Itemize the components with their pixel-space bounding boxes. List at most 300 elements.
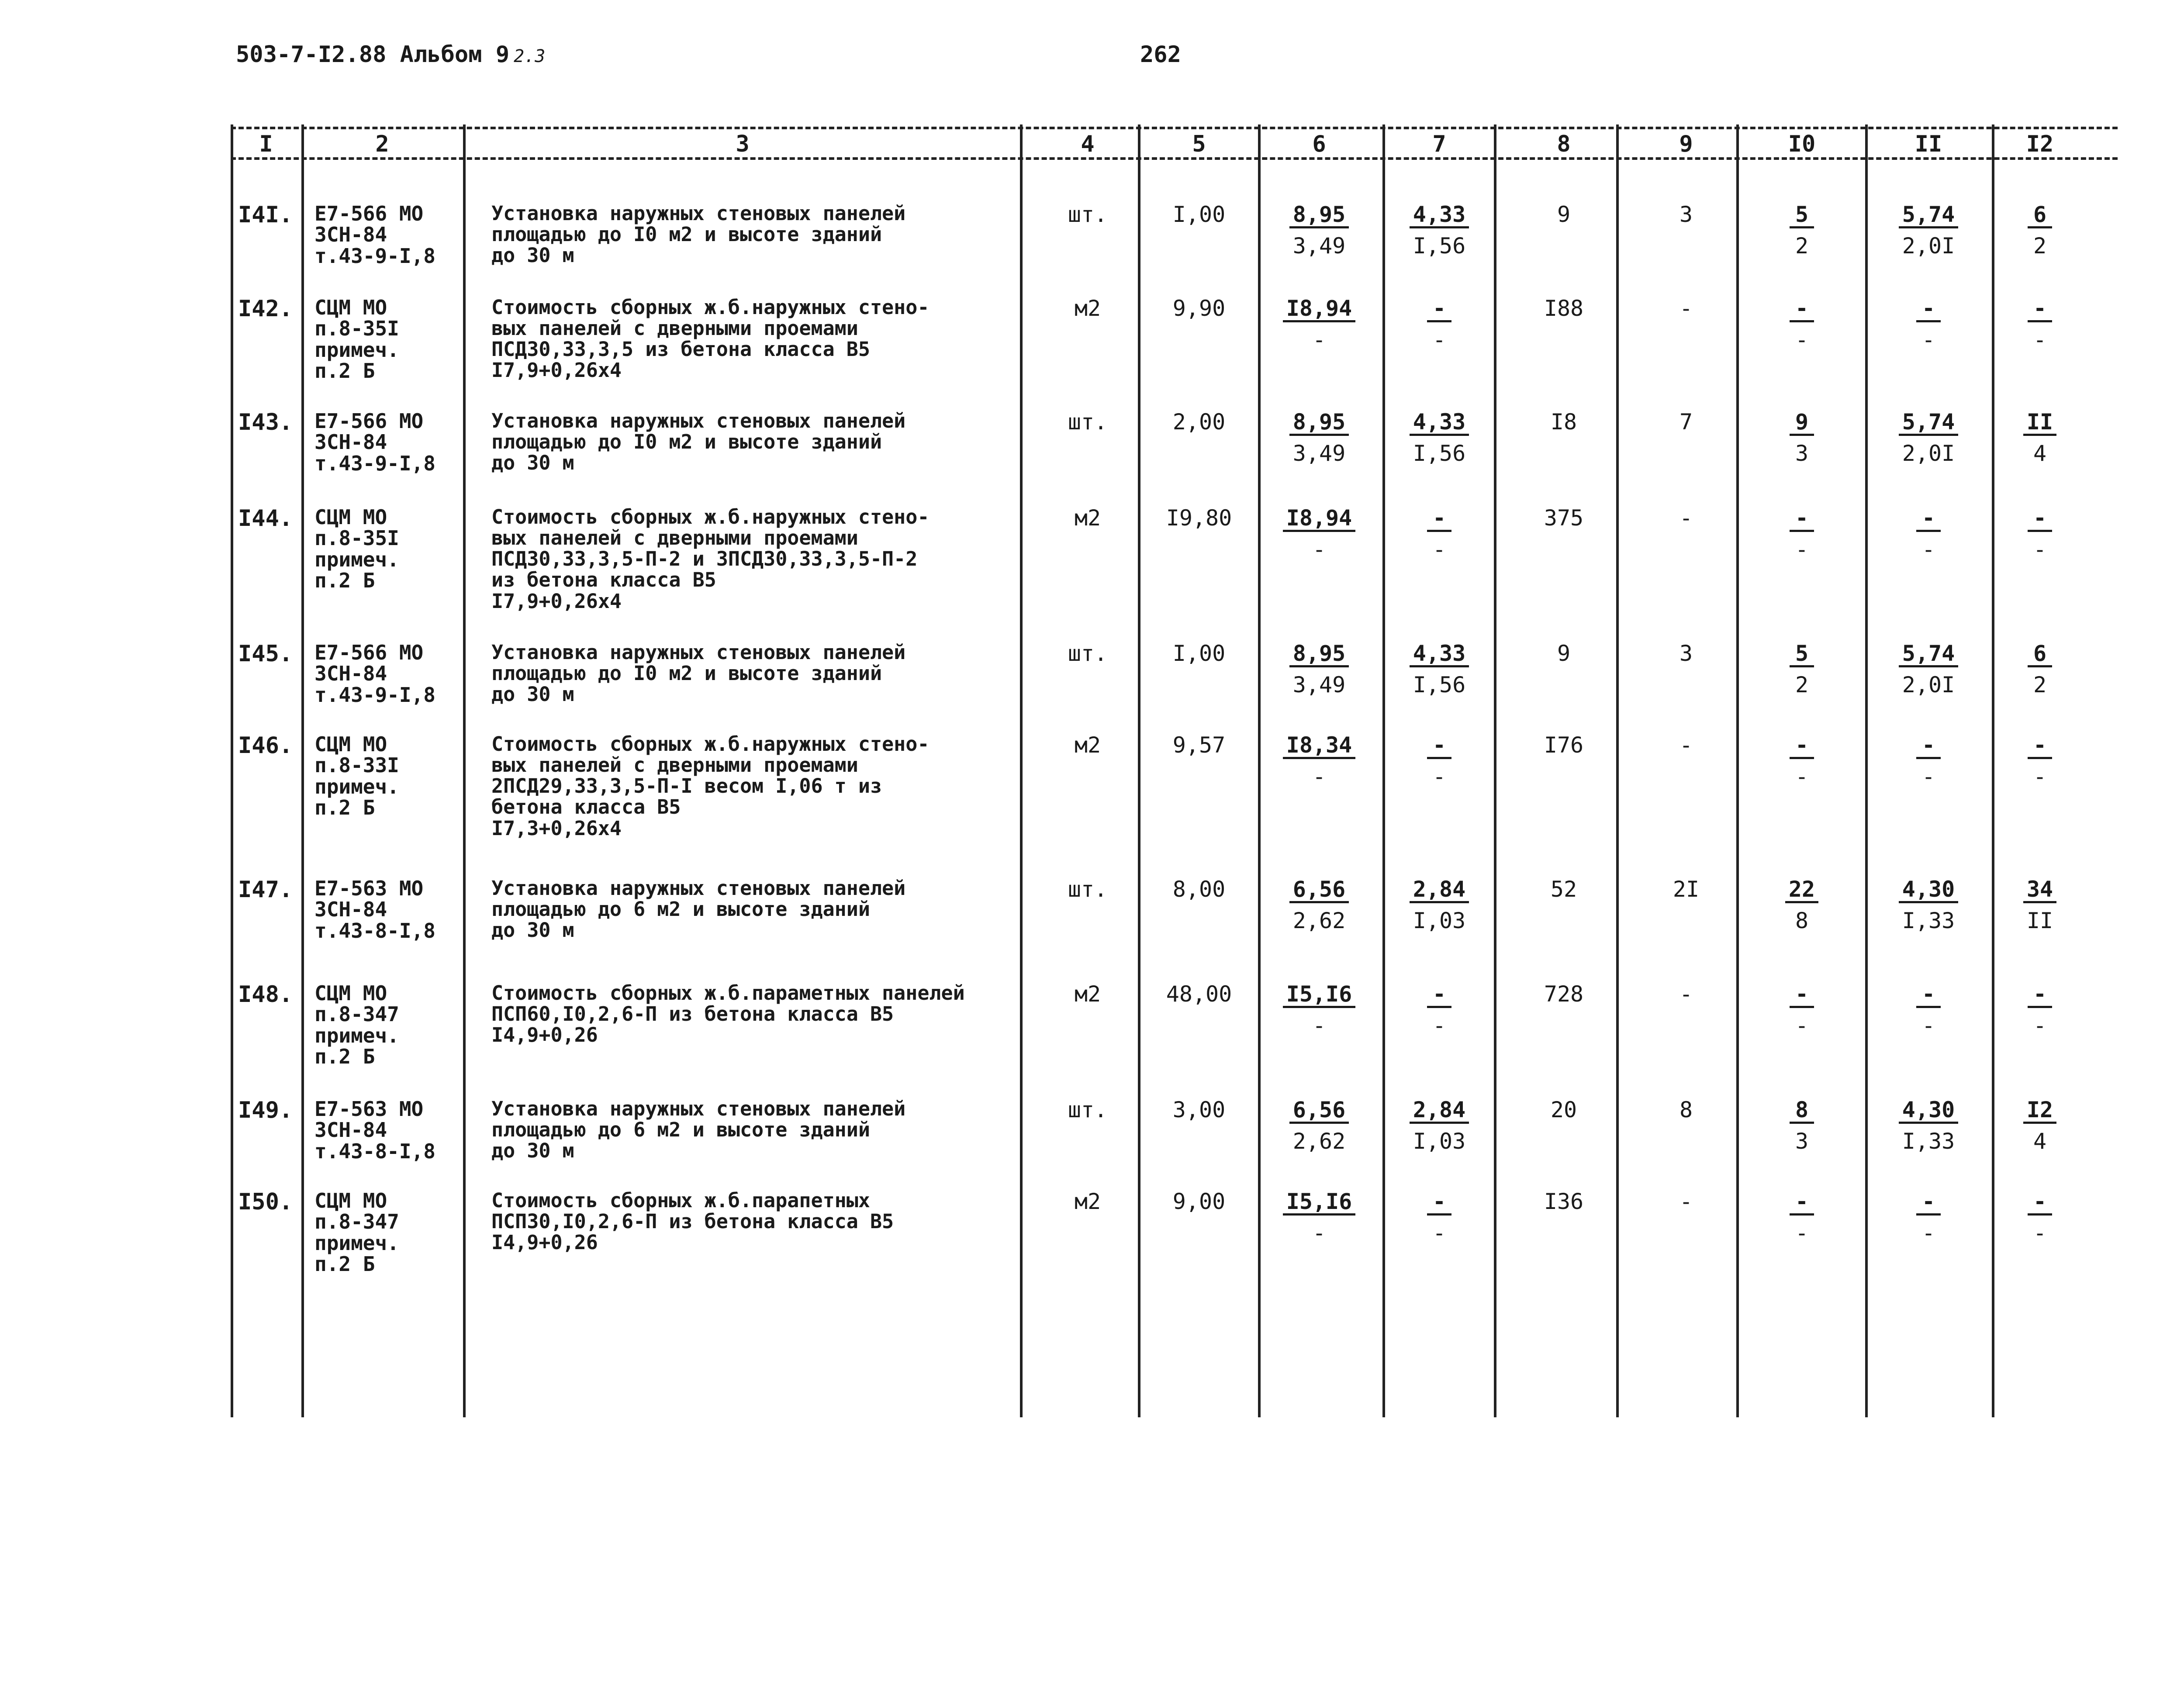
description-line: ПСП60,I0,2,6-П из бетона класса В5 bbox=[491, 1002, 894, 1026]
description-line: I4,9+0,26 bbox=[491, 1231, 598, 1254]
labor-total bbox=[1990, 297, 2090, 351]
norm-code bbox=[314, 642, 435, 705]
description-line: I4,9+0,26 bbox=[491, 1023, 598, 1047]
norm-code-line: п.8-347 bbox=[314, 1210, 399, 1234]
description-line: до 30 м bbox=[491, 244, 574, 267]
fraction-denominator: - bbox=[1432, 327, 1446, 352]
work-description bbox=[491, 983, 965, 1046]
unit-cost bbox=[1269, 642, 1369, 696]
unit-wages bbox=[1389, 203, 1489, 257]
fraction-denominator: I,33 bbox=[1902, 1128, 1955, 1154]
fraction-denominator: - bbox=[1921, 327, 1935, 352]
total-wages: - bbox=[1679, 296, 1693, 321]
fraction-numerator: 9 bbox=[1790, 411, 1814, 436]
fraction-denominator: 2,62 bbox=[1292, 908, 1346, 933]
total-cost: I76 bbox=[1544, 732, 1584, 758]
fraction-numerator: - bbox=[2028, 1190, 2052, 1216]
labor-total bbox=[1990, 983, 2090, 1037]
fraction-denominator: I,03 bbox=[1413, 1128, 1466, 1154]
fraction-numerator: 5 bbox=[1790, 642, 1814, 667]
fraction-denominator: I,56 bbox=[1413, 440, 1466, 466]
unit-wages bbox=[1389, 297, 1489, 351]
norm-code-line: СЦМ МО bbox=[314, 732, 387, 756]
labor-per-unit bbox=[1878, 507, 1979, 561]
description-line: до 30 м bbox=[491, 1139, 574, 1163]
fraction-numerator: - bbox=[1790, 507, 1814, 532]
norm-code-line: ЗСН-84 bbox=[314, 662, 387, 686]
row-number: I46. bbox=[238, 732, 293, 759]
unit: шт. bbox=[1068, 202, 1108, 227]
column-divider bbox=[1138, 124, 1140, 1417]
total-wages: 2I bbox=[1673, 877, 1700, 902]
unit-cost bbox=[1269, 507, 1369, 561]
header-rule bbox=[231, 127, 2118, 129]
description-line: Стоимость сборных ж.б.наружных стено- bbox=[491, 505, 930, 528]
fraction-numerator: - bbox=[1790, 1190, 1814, 1216]
fraction-numerator: - bbox=[1916, 507, 1941, 532]
quantity: 2,00 bbox=[1172, 409, 1226, 435]
labor-total bbox=[1990, 1190, 2090, 1244]
fraction-denominator: - bbox=[2033, 1220, 2047, 1246]
unit-wages bbox=[1389, 1098, 1489, 1153]
description-line: I7,3+0,26х4 bbox=[491, 816, 622, 840]
total-cost: 52 bbox=[1550, 877, 1577, 902]
description-line: бетона класса В5 bbox=[491, 795, 681, 819]
fraction-denominator: - bbox=[1921, 1012, 1935, 1038]
fraction-numerator: 5,74 bbox=[1899, 203, 1958, 228]
unit-wages bbox=[1389, 411, 1489, 465]
description-line: Стоимость сборных ж.б.парапетных bbox=[491, 1189, 870, 1212]
row-number: I43. bbox=[238, 409, 293, 435]
fraction-denominator: 2,0I bbox=[1902, 672, 1955, 698]
description-line: Стоимость сборных ж.б.наружных стено- bbox=[491, 732, 930, 756]
fraction-denominator: I,33 bbox=[1902, 908, 1955, 933]
description-line: вых панелей с дверными проемами bbox=[491, 526, 858, 550]
handwritten-note: 2.3 bbox=[514, 46, 546, 66]
norm-code-line: Е7-566 МО bbox=[314, 641, 424, 664]
row-number: I44. bbox=[238, 505, 293, 532]
fraction-numerator: - bbox=[1916, 983, 1941, 1008]
fraction-denominator: 3,49 bbox=[1292, 233, 1346, 259]
column-header: 8 bbox=[1557, 131, 1571, 157]
labor-total bbox=[1990, 203, 2090, 257]
fraction-numerator: 2,84 bbox=[1410, 1098, 1469, 1124]
fraction-numerator: - bbox=[1916, 1190, 1941, 1216]
machine-cost bbox=[1752, 1098, 1852, 1153]
row-number: I50. bbox=[238, 1189, 293, 1215]
fraction-denominator: 3 bbox=[1795, 440, 1809, 466]
norm-code-line: СЦМ МО bbox=[314, 981, 387, 1005]
norm-code-line: СЦМ МО bbox=[314, 1189, 387, 1212]
total-wages: 3 bbox=[1679, 202, 1693, 227]
total-wages: 3 bbox=[1679, 641, 1693, 666]
fraction-denominator: - bbox=[2033, 763, 2047, 789]
fraction-denominator: - bbox=[1432, 1220, 1446, 1246]
row-number: I49. bbox=[238, 1097, 293, 1123]
machine-cost bbox=[1752, 203, 1852, 257]
norm-code bbox=[314, 411, 435, 474]
norm-code-line: Е7-566 МО bbox=[314, 409, 424, 433]
norm-code-line: примеч. bbox=[314, 1023, 399, 1047]
fraction-numerator: 5,74 bbox=[1899, 642, 1958, 667]
unit: м2 bbox=[1074, 1189, 1101, 1214]
column-header: 2 bbox=[375, 131, 389, 157]
norm-code bbox=[314, 734, 399, 818]
norm-code-line: п.2 Б bbox=[314, 1252, 375, 1276]
fraction-numerator: - bbox=[1427, 1190, 1451, 1216]
norm-code bbox=[314, 507, 399, 591]
column-header: 5 bbox=[1192, 131, 1206, 157]
labor-per-unit bbox=[1878, 878, 1979, 932]
norm-code-line: п.8-347 bbox=[314, 1002, 399, 1026]
fraction-numerator: - bbox=[2028, 507, 2052, 532]
fraction-denominator: I,56 bbox=[1413, 672, 1466, 698]
norm-code-line: п.8-35I bbox=[314, 526, 399, 550]
norm-code bbox=[314, 983, 399, 1067]
fraction-denominator: 3 bbox=[1795, 1128, 1809, 1154]
unit-wages bbox=[1389, 507, 1489, 561]
fraction-denominator: 2,0I bbox=[1902, 233, 1955, 259]
unit-cost bbox=[1269, 411, 1369, 465]
quantity: I,00 bbox=[1172, 641, 1226, 666]
description-line: до 30 м bbox=[491, 451, 574, 475]
row-number: I42. bbox=[238, 296, 293, 322]
description-line: площадью до I0 м2 и высоте зданий bbox=[491, 662, 882, 685]
norm-code-line: ЗСН-84 bbox=[314, 898, 387, 922]
norm-code-line: п.2 Б bbox=[314, 568, 375, 592]
norm-code bbox=[314, 1190, 399, 1274]
fraction-denominator: - bbox=[2033, 536, 2047, 562]
fraction-numerator: II bbox=[2023, 411, 2056, 436]
norm-code-line: ЗСН-84 bbox=[314, 430, 387, 454]
machine-cost bbox=[1752, 507, 1852, 561]
fraction-denominator: - bbox=[1795, 1220, 1809, 1246]
fraction-denominator: - bbox=[1432, 536, 1446, 562]
labor-per-unit bbox=[1878, 411, 1979, 465]
fraction-numerator: - bbox=[1427, 734, 1451, 759]
machine-cost bbox=[1752, 1190, 1852, 1244]
fraction-numerator: - bbox=[1790, 983, 1814, 1008]
description-line: Стоимость сборных ж.б.наружных стено- bbox=[491, 296, 930, 319]
row-number: I45. bbox=[238, 641, 293, 667]
norm-code-line: Е7-563 МО bbox=[314, 877, 424, 900]
column-divider bbox=[463, 124, 466, 1417]
fraction-numerator: 4,33 bbox=[1410, 642, 1469, 667]
total-cost: I88 bbox=[1544, 296, 1584, 321]
fraction-denominator: - bbox=[1432, 1012, 1446, 1038]
norm-code-line: п.8-35I bbox=[314, 317, 399, 341]
total-wages: 8 bbox=[1679, 1097, 1693, 1122]
description-line: вых панелей с дверными проемами bbox=[491, 317, 858, 340]
column-header: I2 bbox=[2026, 131, 2054, 157]
description-line: из бетона класса В5 bbox=[491, 568, 716, 592]
labor-per-unit bbox=[1878, 642, 1979, 696]
unit-cost bbox=[1269, 203, 1369, 257]
fraction-denominator: 2 bbox=[2033, 233, 2047, 259]
fraction-numerator: 6,56 bbox=[1289, 878, 1349, 903]
fraction-numerator: 6 bbox=[2028, 203, 2052, 228]
unit: м2 bbox=[1074, 732, 1101, 758]
norm-code-line: ЗСН-84 bbox=[314, 1118, 387, 1142]
column-header: II bbox=[1914, 131, 1942, 157]
column-divider bbox=[1865, 124, 1868, 1417]
description-line: I7,9+0,26х4 bbox=[491, 589, 622, 613]
fraction-numerator: 8,95 bbox=[1289, 203, 1349, 228]
fraction-numerator: - bbox=[2028, 983, 2052, 1008]
total-wages: 7 bbox=[1679, 409, 1693, 435]
column-divider bbox=[1258, 124, 1261, 1417]
unit-cost bbox=[1269, 1098, 1369, 1153]
fraction-denominator: 2,0I bbox=[1902, 440, 1955, 466]
norm-code bbox=[314, 203, 435, 266]
fraction-numerator: 6 bbox=[2028, 642, 2052, 667]
column-header: 3 bbox=[736, 131, 750, 157]
fraction-denominator: - bbox=[1921, 536, 1935, 562]
unit: шт. bbox=[1068, 409, 1108, 435]
fraction-denominator: 8 bbox=[1795, 908, 1809, 933]
fraction-numerator: 8 bbox=[1790, 1098, 1814, 1124]
norm-code-line: т.43-8-I,8 bbox=[314, 919, 435, 943]
unit: м2 bbox=[1074, 981, 1101, 1007]
column-header: 4 bbox=[1081, 131, 1095, 157]
total-wages: - bbox=[1679, 981, 1693, 1007]
fraction-denominator: 3,49 bbox=[1292, 440, 1346, 466]
unit-cost bbox=[1269, 1190, 1369, 1244]
document-reference bbox=[236, 41, 545, 68]
norm-code-line: ЗСН-84 bbox=[314, 223, 387, 247]
fraction-numerator: 5,74 bbox=[1899, 411, 1958, 436]
fraction-numerator: - bbox=[1427, 507, 1451, 532]
column-header: 6 bbox=[1312, 131, 1326, 157]
machine-cost bbox=[1752, 642, 1852, 696]
total-wages: - bbox=[1679, 505, 1693, 531]
norm-code-line: Е7-563 МО bbox=[314, 1097, 424, 1121]
quantity: 3,00 bbox=[1172, 1097, 1226, 1122]
quantity: 48,00 bbox=[1166, 981, 1232, 1007]
fraction-numerator: - bbox=[1790, 297, 1814, 322]
description-line: Установка наружных стеновых панелей bbox=[491, 409, 906, 432]
row-number: I47. bbox=[238, 877, 293, 903]
norm-code-line: СЦМ МО bbox=[314, 296, 387, 319]
machine-cost bbox=[1752, 878, 1852, 932]
fraction-numerator: 8,95 bbox=[1289, 411, 1349, 436]
quantity: 9,57 bbox=[1172, 732, 1226, 758]
fraction-denominator: I,03 bbox=[1413, 908, 1466, 933]
unit: шт. bbox=[1068, 877, 1108, 902]
row-number: I48. bbox=[238, 981, 293, 1008]
description-line: Установка наружных стеновых панелей bbox=[491, 1097, 906, 1120]
quantity: I9,80 bbox=[1166, 505, 1232, 531]
description-line: площадью до 6 м2 и высоте зданий bbox=[491, 1118, 870, 1142]
work-description bbox=[491, 507, 929, 612]
fraction-numerator: - bbox=[1427, 297, 1451, 322]
fraction-numerator: 8,95 bbox=[1289, 642, 1349, 667]
fraction-numerator: I5,I6 bbox=[1283, 983, 1356, 1008]
column-divider bbox=[1494, 124, 1496, 1417]
header-rule bbox=[231, 157, 2118, 160]
norm-code-line: примеч. bbox=[314, 1231, 399, 1255]
description-line: Установка наружных стеновых панелей bbox=[491, 877, 906, 900]
fraction-denominator: II bbox=[2026, 908, 2053, 933]
norm-code-line: п.2 Б bbox=[314, 359, 375, 383]
unit: м2 bbox=[1074, 296, 1101, 321]
norm-code-line: примеч. bbox=[314, 774, 399, 798]
total-cost: I8 bbox=[1550, 409, 1577, 435]
total-cost: 20 bbox=[1550, 1097, 1577, 1122]
labor-total bbox=[1990, 1098, 2090, 1153]
fraction-numerator: 4,33 bbox=[1410, 411, 1469, 436]
labor-total bbox=[1990, 642, 2090, 696]
unit-cost bbox=[1269, 983, 1369, 1037]
column-divider bbox=[1736, 124, 1739, 1417]
fraction-denominator: - bbox=[1312, 763, 1326, 789]
work-description bbox=[491, 297, 929, 381]
description-line: ПСД30,33,3,5 из бетона класса В5 bbox=[491, 338, 870, 361]
quantity: 9,00 bbox=[1172, 1189, 1226, 1214]
fraction-denominator: 2,62 bbox=[1292, 1128, 1346, 1154]
total-wages: - bbox=[1679, 732, 1693, 758]
labor-per-unit bbox=[1878, 203, 1979, 257]
fraction-numerator: - bbox=[1427, 983, 1451, 1008]
fraction-denominator: - bbox=[1795, 1012, 1809, 1038]
description-line: площадью до I0 м2 и высоте зданий bbox=[491, 223, 882, 246]
fraction-numerator: - bbox=[2028, 734, 2052, 759]
column-header: I bbox=[259, 131, 273, 157]
fraction-numerator: I8,34 bbox=[1283, 734, 1356, 759]
fraction-denominator: - bbox=[1921, 1220, 1935, 1246]
machine-cost bbox=[1752, 411, 1852, 465]
norm-code-line: СЦМ МО bbox=[314, 505, 387, 529]
norm-code-line: п.2 Б bbox=[314, 795, 375, 819]
labor-per-unit bbox=[1878, 1098, 1979, 1153]
fraction-denominator: 2 bbox=[2033, 672, 2047, 698]
fraction-denominator: - bbox=[1795, 327, 1809, 352]
fraction-numerator: - bbox=[1790, 734, 1814, 759]
unit: шт. bbox=[1068, 641, 1108, 666]
work-description bbox=[491, 203, 905, 266]
description-line: вых панелей с дверными проемами bbox=[491, 753, 858, 777]
unit: м2 bbox=[1074, 505, 1101, 531]
work-description bbox=[491, 1098, 905, 1161]
description-line: I7,9+0,26х4 bbox=[491, 359, 622, 382]
total-cost: 728 bbox=[1544, 981, 1584, 1007]
labor-per-unit bbox=[1878, 983, 1979, 1037]
norm-code bbox=[314, 878, 435, 941]
doc-ref-text: 503-7-I2.88 Альбом 9 bbox=[236, 41, 510, 68]
description-line: Стоимость сборных ж.б.параметных панелей bbox=[491, 981, 965, 1005]
fraction-numerator: I8,94 bbox=[1283, 297, 1356, 322]
work-description bbox=[491, 642, 905, 705]
description-line: до 30 м bbox=[491, 919, 574, 942]
fraction-numerator: 4,30 bbox=[1899, 1098, 1958, 1124]
work-description bbox=[491, 734, 929, 839]
norm-code-line: т.43-9-I,8 bbox=[314, 244, 435, 268]
fraction-denominator: - bbox=[1795, 536, 1809, 562]
work-description bbox=[491, 411, 905, 473]
labor-total bbox=[1990, 507, 2090, 561]
fraction-denominator: 2 bbox=[1795, 672, 1809, 698]
norm-code-line: примеч. bbox=[314, 547, 399, 571]
column-header: I0 bbox=[1788, 131, 1816, 157]
column-header: 7 bbox=[1432, 131, 1446, 157]
norm-code bbox=[314, 1098, 435, 1162]
norm-code-line: т.43-9-I,8 bbox=[314, 683, 435, 707]
fraction-numerator: - bbox=[2028, 297, 2052, 322]
column-header: 9 bbox=[1679, 131, 1693, 157]
norm-code-line: т.43-9-I,8 bbox=[314, 451, 435, 475]
fraction-denominator: 4 bbox=[2033, 1128, 2047, 1154]
total-cost: 375 bbox=[1544, 505, 1584, 531]
unit-wages bbox=[1389, 734, 1489, 788]
norm-code bbox=[314, 297, 399, 381]
fraction-denominator: - bbox=[1312, 1220, 1326, 1246]
column-divider bbox=[1382, 124, 1385, 1417]
column-divider bbox=[1020, 124, 1023, 1417]
fraction-denominator: - bbox=[1312, 536, 1326, 562]
description-line: ПСП30,I0,2,6-П из бетона класса В5 bbox=[491, 1210, 894, 1233]
norm-code-line: Е7-566 МО bbox=[314, 202, 424, 225]
quantity: I,00 bbox=[1172, 202, 1226, 227]
fraction-numerator: 6,56 bbox=[1289, 1098, 1349, 1124]
norm-code-line: п.2 Б bbox=[314, 1044, 375, 1068]
labor-total bbox=[1990, 734, 2090, 788]
norm-code-line: примеч. bbox=[314, 338, 399, 362]
machine-cost bbox=[1752, 734, 1852, 788]
column-divider bbox=[301, 124, 304, 1417]
fraction-numerator: 5 bbox=[1790, 203, 1814, 228]
description-line: площадью до 6 м2 и высоте зданий bbox=[491, 898, 870, 921]
fraction-numerator: 34 bbox=[2023, 878, 2056, 903]
fraction-denominator: 3,49 bbox=[1292, 672, 1346, 698]
quantity: 8,00 bbox=[1172, 877, 1226, 902]
fraction-numerator: 22 bbox=[1785, 878, 1818, 903]
fraction-numerator: - bbox=[1916, 734, 1941, 759]
fraction-denominator: - bbox=[2033, 1012, 2047, 1038]
column-divider bbox=[1616, 124, 1619, 1417]
unit-cost bbox=[1269, 734, 1369, 788]
fraction-denominator: - bbox=[1312, 1012, 1326, 1038]
fraction-numerator: 2,84 bbox=[1410, 878, 1469, 903]
fraction-numerator: - bbox=[1916, 297, 1941, 322]
fraction-numerator: 4,30 bbox=[1899, 878, 1958, 903]
total-cost: 9 bbox=[1557, 202, 1571, 227]
description-line: Установка наружных стеновых панелей bbox=[491, 202, 906, 225]
fraction-denominator: - bbox=[1795, 763, 1809, 789]
fraction-denominator: - bbox=[2033, 327, 2047, 352]
description-line: Установка наружных стеновых панелей bbox=[491, 641, 906, 664]
labor-per-unit bbox=[1878, 1190, 1979, 1244]
total-cost: I36 bbox=[1544, 1189, 1584, 1214]
fraction-denominator: I,56 bbox=[1413, 233, 1466, 259]
column-divider bbox=[231, 124, 233, 1417]
fraction-denominator: 4 bbox=[2033, 440, 2047, 466]
unit-wages bbox=[1389, 983, 1489, 1037]
work-description bbox=[491, 1190, 894, 1253]
row-number: I4I. bbox=[238, 202, 293, 228]
fraction-numerator: I2 bbox=[2023, 1098, 2056, 1124]
fraction-numerator: I5,I6 bbox=[1283, 1190, 1356, 1216]
machine-cost bbox=[1752, 297, 1852, 351]
labor-total bbox=[1990, 878, 2090, 932]
quantity: 9,90 bbox=[1172, 296, 1226, 321]
total-wages: - bbox=[1679, 1189, 1693, 1214]
unit: шт. bbox=[1068, 1097, 1108, 1122]
norm-code-line: т.43-8-I,8 bbox=[314, 1139, 435, 1163]
labor-per-unit bbox=[1878, 734, 1979, 788]
description-line: до 30 м bbox=[491, 683, 574, 706]
work-description bbox=[491, 878, 905, 941]
machine-cost bbox=[1752, 983, 1852, 1037]
